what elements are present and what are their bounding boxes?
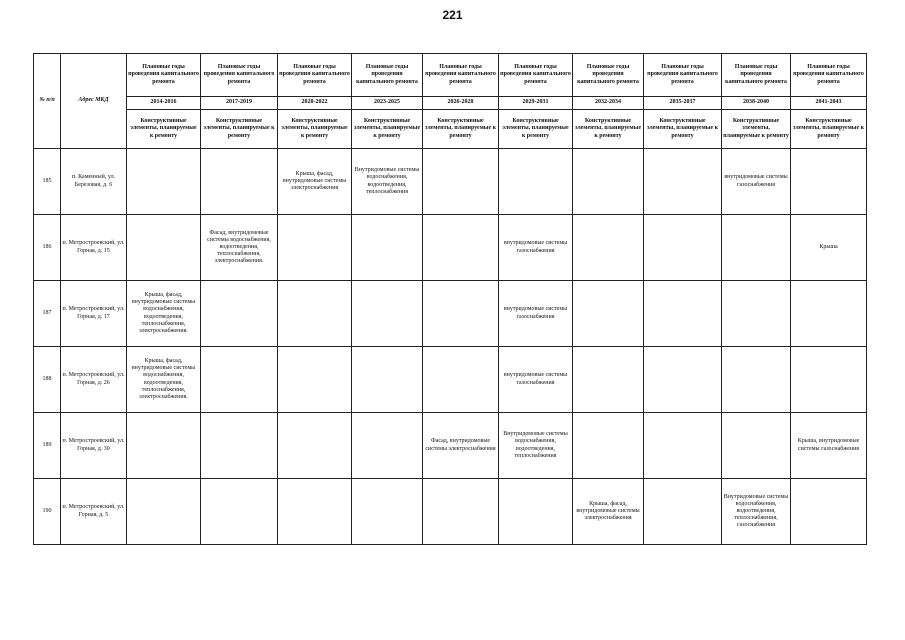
row-number: 187: [34, 281, 61, 347]
plan-years-header: Плановые годы проведения капитального ремонта: [278, 54, 352, 97]
repair-cell: Крыша, фасад, внутридомовые системы водоснабжения, водоотведения, теплоснабжения, электроснабжения.: [127, 347, 201, 413]
period-header: 2014-2016: [127, 97, 201, 110]
table-row: [34, 347, 867, 413]
repair-cell: [791, 149, 867, 215]
repair-cell: [791, 347, 867, 413]
period-header: 2038-2040: [722, 97, 791, 110]
repair-cell: [278, 479, 352, 545]
period-header: 2017-2019: [201, 97, 278, 110]
elements-header: Конструктивные элементы, планируемые к ремонту: [423, 110, 499, 149]
repair-cell: Крыша: [791, 215, 867, 281]
elements-header: Конструктивные элементы, планируемые к ремонту: [791, 110, 867, 149]
repair-cell: внутридомовые системы газоснабжения: [499, 281, 573, 347]
row-address: п. Метростроевский, ул. Горная, д. 15: [61, 215, 127, 281]
repair-cell: [127, 215, 201, 281]
repair-cell: [722, 347, 791, 413]
col-address-header: Адрес МКД: [61, 54, 127, 149]
repair-cell: внутридомовые системы газоснабжения: [722, 149, 791, 215]
repair-cell: Внутридомовые системы водоснабжения, водоотведения, теплоснабжения: [499, 413, 573, 479]
repair-cell: [201, 149, 278, 215]
repair-cell: [352, 215, 423, 281]
col-number-header: № п/п: [34, 54, 61, 149]
repair-cell: [352, 281, 423, 347]
plan-years-header: Плановые годы проведения капитального ремонта: [499, 54, 573, 97]
repair-cell: [278, 347, 352, 413]
plan-years-header: Плановые годы проведения капитального ремонта: [423, 54, 499, 97]
plan-years-header: Плановые годы проведения капитального ремонта: [352, 54, 423, 97]
period-header: 2020-2022: [278, 97, 352, 110]
elements-header: Конструктивные элементы, планируемые к ремонту: [644, 110, 722, 149]
repair-cell: [644, 215, 722, 281]
row-address: п. Каменный, ул. Березовая, д. 6: [61, 149, 127, 215]
elements-header: Конструктивные элементы, планируемые к ремонту: [352, 110, 423, 149]
row-number: 188: [34, 347, 61, 413]
repair-cell: [644, 149, 722, 215]
repair-cell: Крыша, фасад, внутридомовые системы электроснабжения: [278, 149, 352, 215]
repair-cell: [499, 149, 573, 215]
repair-cell: [644, 413, 722, 479]
row-number: 190: [34, 479, 61, 545]
repair-cell: Фасад, внутридомовые системы электроснабжения: [423, 413, 499, 479]
repair-cell: внутридомовые системы газоснабжения: [499, 347, 573, 413]
table-row: [34, 479, 867, 545]
row-address: п. Метростроевский, ул. Горная, д. 5: [61, 479, 127, 545]
elements-header: Конструктивные элементы, планируемые к ремонту: [722, 110, 791, 149]
plan-years-header: Плановые годы проведения капитального ремонта: [127, 54, 201, 97]
table-row: [34, 281, 867, 347]
repair-cell: [722, 281, 791, 347]
repair-cell: [278, 281, 352, 347]
repair-cell: Внутридомовые системы водоснабжения, водоотведения, теплоснабжения, газоснабжения: [722, 479, 791, 545]
period-header: 2029-2031: [499, 97, 573, 110]
page-number: 221: [442, 8, 463, 22]
repair-cell: [644, 347, 722, 413]
repair-cell: Крыша, внутридомовые системы газоснабжения: [791, 413, 867, 479]
repair-cell: [722, 413, 791, 479]
repair-cell: [791, 479, 867, 545]
repair-cell: [423, 479, 499, 545]
repair-cell: [573, 281, 644, 347]
repair-cell: [127, 479, 201, 545]
period-header: 2026-2028: [423, 97, 499, 110]
plan-years-header: Плановые годы проведения капитального ремонта: [722, 54, 791, 97]
repair-cell: [423, 215, 499, 281]
repair-cell: [278, 413, 352, 479]
elements-header: Конструктивные элементы, планируемые к ремонту: [278, 110, 352, 149]
plan-years-header: Плановые годы проведения капитального ремонта: [573, 54, 644, 97]
repair-cell: Внутридомовые системы водоснабжения, водоотведения, теплоснабжения: [352, 149, 423, 215]
table-row: [34, 215, 867, 281]
repair-cell: [201, 281, 278, 347]
repair-cell: [423, 281, 499, 347]
plan-years-header: Плановые годы проведения капитального ремонта: [201, 54, 278, 97]
repair-cell: [573, 413, 644, 479]
plan-years-header: Плановые годы проведения капитального ремонта: [791, 54, 867, 97]
period-header: 2035-2037: [644, 97, 722, 110]
elements-header: Конструктивные элементы, планируемые к ремонту: [201, 110, 278, 149]
row-address: п. Метростроевский, ул. Горная, д. 26: [61, 347, 127, 413]
repair-cell: [573, 149, 644, 215]
capital-repair-table: [33, 53, 867, 545]
period-header: 2023-2025: [352, 97, 423, 110]
period-header: 2041-2043: [791, 97, 867, 110]
repair-cell: [201, 413, 278, 479]
row-number: 189: [34, 413, 61, 479]
repair-cell: внутридомовые системы газоснабжения: [499, 215, 573, 281]
repair-cell: [644, 281, 722, 347]
period-header: 2032-2034: [573, 97, 644, 110]
repair-cell: Крыша, фасад, внутридомовые системы водоснабжения, водоотведения, теплоснабжения, электроснабжения.: [127, 281, 201, 347]
table-row: [34, 149, 867, 215]
repair-cell: Крыша, фасад, внутридомовые системы электроснабжения: [573, 479, 644, 545]
repair-cell: [423, 347, 499, 413]
repair-cell: [499, 479, 573, 545]
repair-cell: [127, 149, 201, 215]
repair-cell: [423, 149, 499, 215]
repair-cell: [278, 215, 352, 281]
repair-cell: [791, 281, 867, 347]
row-address: п. Метростроевский, ул. Горная, д. 17: [61, 281, 127, 347]
row-address: п. Метростроевский, ул. Горная, д. 30: [61, 413, 127, 479]
plan-years-header: Плановые годы проведения капитального ремонта: [644, 54, 722, 97]
repair-cell: [352, 347, 423, 413]
repair-cell: [573, 347, 644, 413]
repair-cell: [573, 215, 644, 281]
repair-cell: [644, 479, 722, 545]
repair-cell: [722, 215, 791, 281]
repair-cell: [201, 479, 278, 545]
elements-header: Конструктивные элементы, планируемые к ремонту: [573, 110, 644, 149]
repair-cell: Фасад, внутридомовые системы водоснабжения, водоотведения, теплоснабжения, электроснабжения.: [201, 215, 278, 281]
repair-cell: [352, 413, 423, 479]
repair-cell: [201, 347, 278, 413]
elements-header: Конструктивные элементы, планируемые к ремонту: [499, 110, 573, 149]
table-row: [34, 413, 867, 479]
repair-cell: [127, 413, 201, 479]
row-number: 186: [34, 215, 61, 281]
repair-cell: [352, 479, 423, 545]
elements-header: Конструктивные элементы, планируемые к ремонту: [127, 110, 201, 149]
table-body: [34, 149, 867, 545]
row-number: 185: [34, 149, 61, 215]
